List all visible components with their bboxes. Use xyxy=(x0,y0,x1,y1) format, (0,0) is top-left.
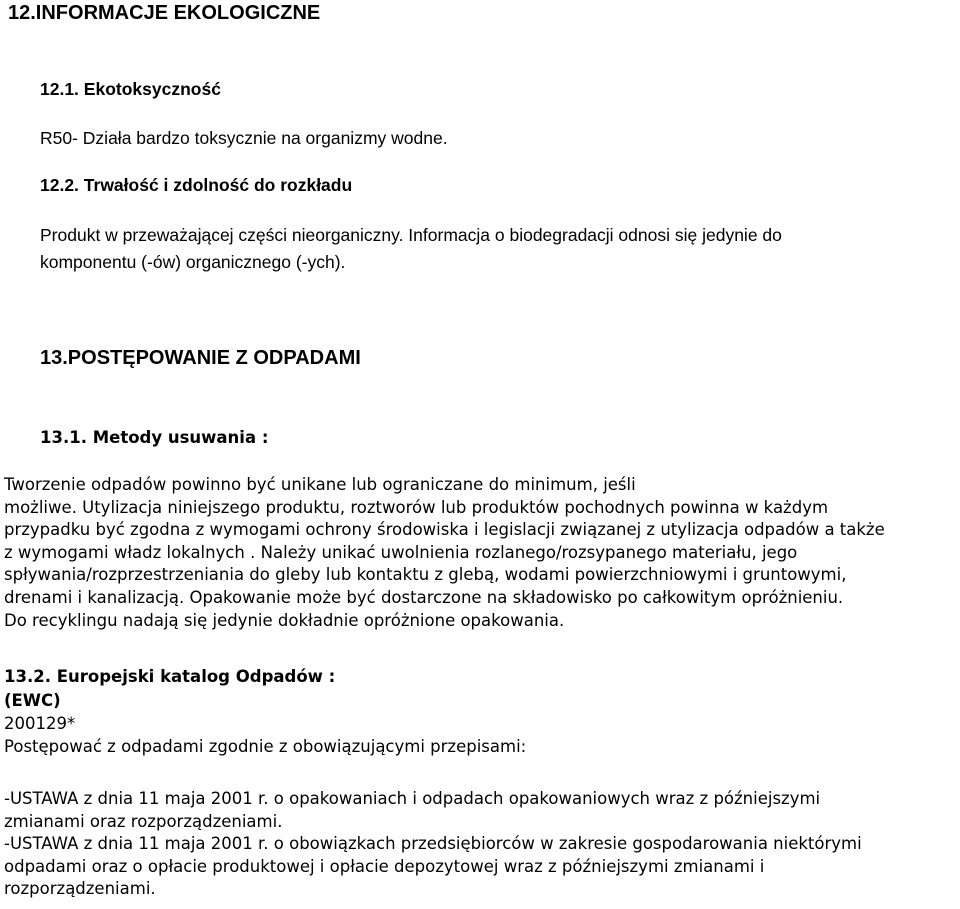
law-line: -USTAWA z dnia 11 maja 2001 r. o opakowaniach i odpadach opakowaniowych wraz z późniejszymi xyxy=(4,789,821,808)
section-12-2-line: Produkt w przeważającej części nieorganiczny. Informacja o biodegradacji odnosi się jedynie do xyxy=(40,225,782,245)
waste-instruction: Postępować z odpadami zgodnie z obowiązującymi przepisami: xyxy=(4,736,527,756)
law-references xyxy=(4,788,954,901)
section-12-2-title: 12.2. Trwałość i zdolność do rozkładu xyxy=(40,175,353,195)
section-12-1-title: 12.1. Ekotoksyczność xyxy=(40,79,221,99)
paragraph-line: Do recyklingu nadają się jedynie dokładnie opróżnione opakowania. xyxy=(4,610,565,630)
section-13-2-title: 13.2. Europejski katalog Odpadów : xyxy=(4,667,336,686)
section-13-1-title: 13.1. Metody usuwania : xyxy=(40,428,269,447)
section-12-1-text: R50- Działa bardzo toksycznie na organizmy wodne. xyxy=(40,128,448,148)
waste-code-block xyxy=(4,713,954,758)
section-13-title: 13.POSTĘPOWANIE Z ODPADAMI xyxy=(40,347,361,369)
section-12-title: 12.INFORMACJE EKOLOGICZNE xyxy=(8,2,321,24)
law-line: zmianami oraz rozporządzeniami. xyxy=(4,811,283,831)
paragraph-line: przypadku być zgodna z wymogami ochrony środowiska i legislacji związanej z utylizacja odpadów a także xyxy=(4,520,885,540)
ewc-label: (EWC) xyxy=(4,691,61,710)
section-12-2-line: komponentu (-ów) organicznego (-ych). xyxy=(40,252,346,272)
paragraph-line: spływania/rozprzestrzeniania do gleby lub kontaktu z glebą, wodami powierzchniowymi i gruntowymi, xyxy=(4,565,847,585)
paragraph-line: z wymogami władz lokalnych . Należy unikać uwolnienia rozlanego/rozsypanego materiału, jego xyxy=(4,542,798,562)
paragraph-line: Tworzenie odpadów powinno być unikane lub ograniczane do minimum, jeśli xyxy=(4,475,636,494)
waste-code: 200129* xyxy=(4,714,76,733)
law-line: -USTAWA z dnia 11 maja 2001 r. o obowiązkach przedsiębiorców w zakresie gospodarowania niektórymi xyxy=(4,834,862,854)
law-line: odpadami oraz o opłacie produktowej i opłacie depozytowej wraz z późniejszymi zmianami i xyxy=(4,856,765,876)
paragraph-line: drenami i kanalizacją. Opakowanie może być dostarczone na składowisko po całkowitym opróżnieniu. xyxy=(4,587,844,607)
paragraph-line: możliwe. Utylizacja niniejszego produktu, roztworów lub produktów pochodnych powinna w każdym xyxy=(4,497,829,517)
law-line: rozporządzeniami. xyxy=(4,879,156,899)
section-13-1-paragraph xyxy=(4,474,954,632)
